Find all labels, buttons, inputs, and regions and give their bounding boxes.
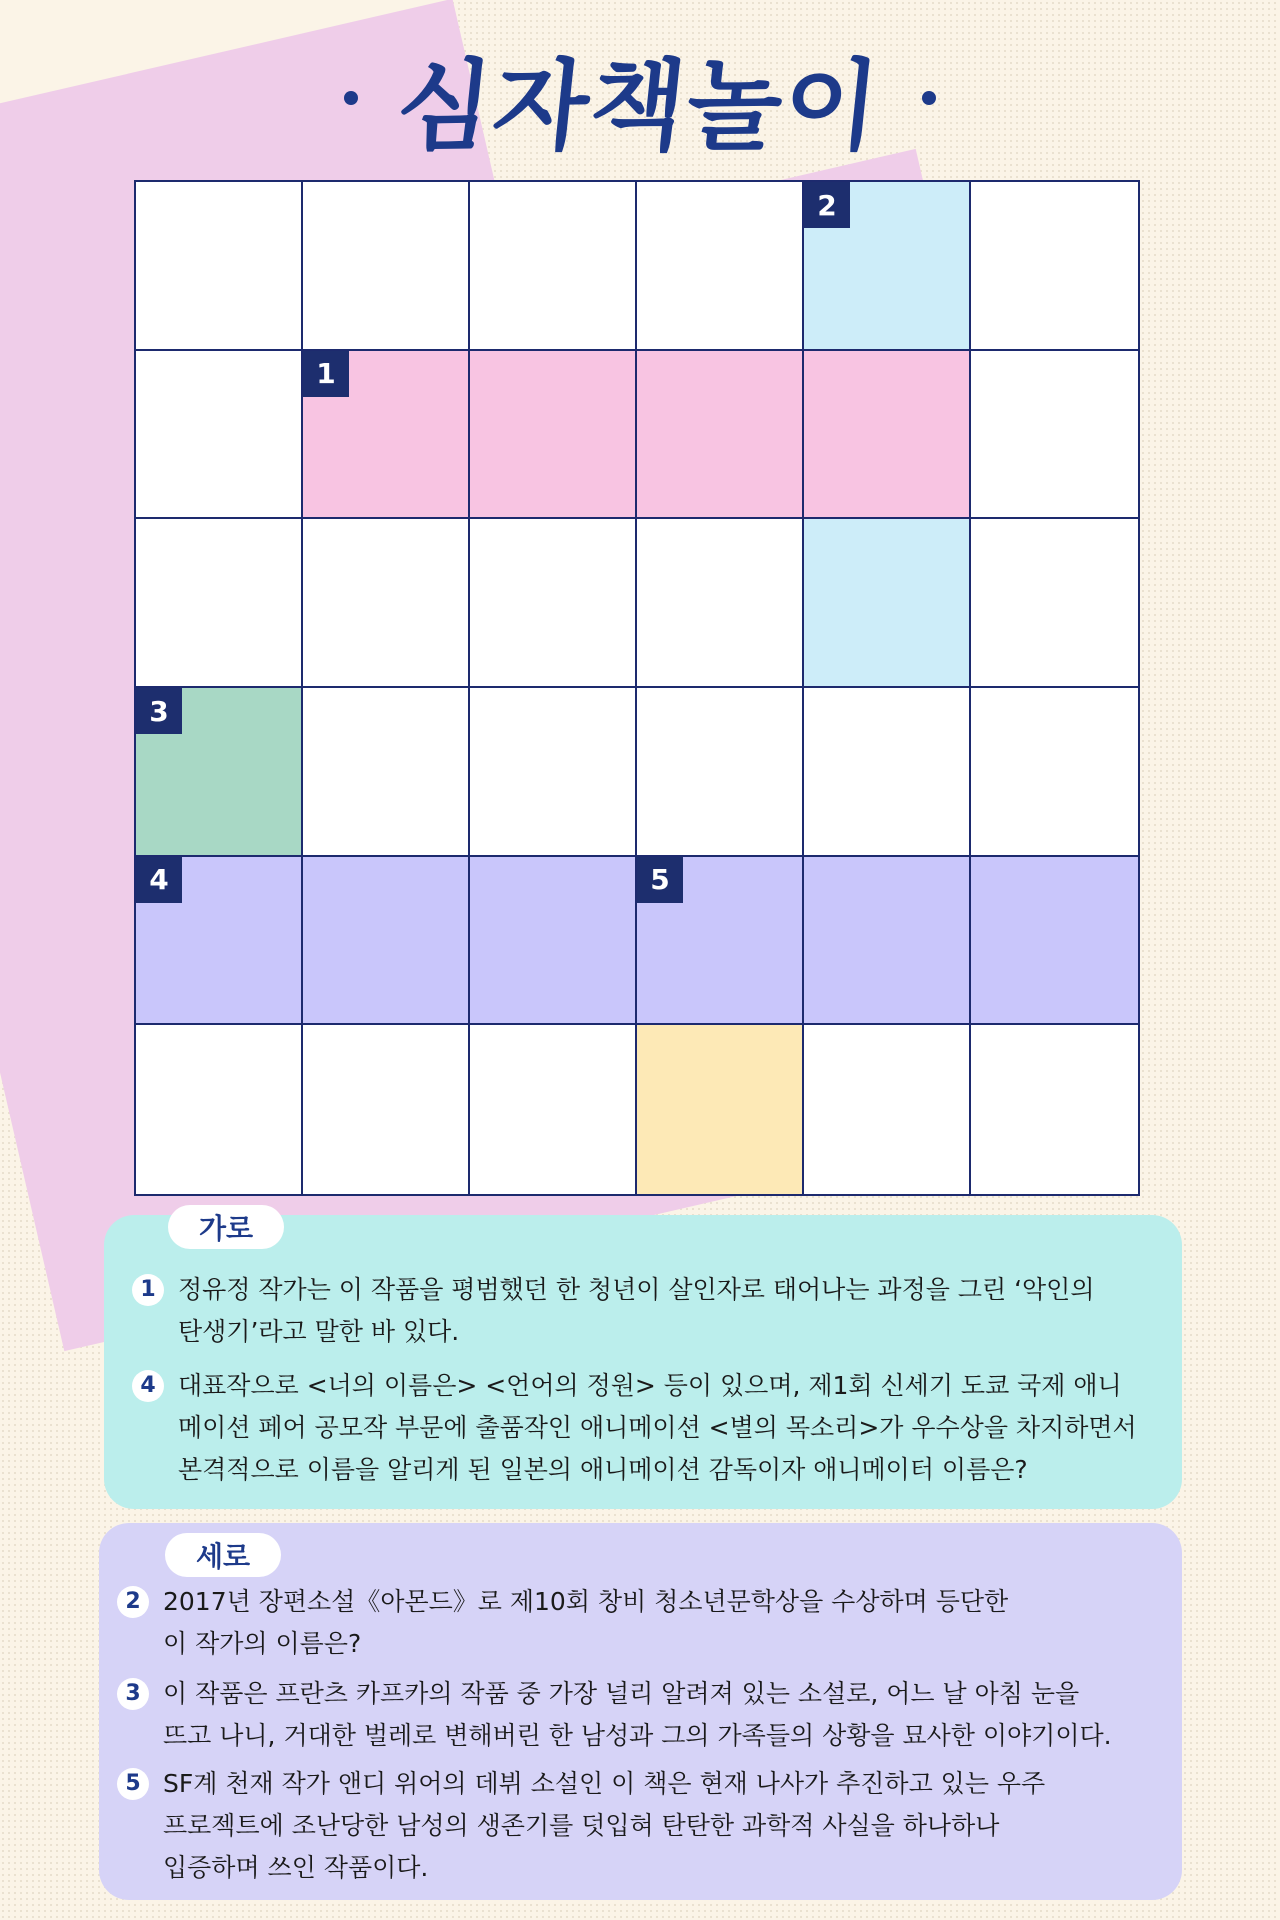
title-dot-left <box>344 91 358 105</box>
grid-cell-r3c0[interactable] <box>136 688 303 857</box>
down-clue-2 <box>117 1581 1167 1665</box>
grid-cell-r4c4[interactable] <box>804 857 971 1026</box>
grid-cell-r0c5[interactable] <box>971 182 1138 351</box>
clue-number-badge: 4 <box>136 857 182 903</box>
grid-cell-r0c3[interactable] <box>637 182 804 351</box>
across-clues-panel <box>104 1212 1182 1509</box>
grid-cell-r5c2[interactable] <box>470 1025 637 1194</box>
grid-cell-r4c3[interactable] <box>637 857 804 1026</box>
clue-number-badge: 3 <box>136 688 182 734</box>
clue-number-badge: 1 <box>303 351 349 397</box>
title-text: 심자책놀이 <box>391 49 887 164</box>
grid-cell-r5c3[interactable] <box>637 1025 804 1194</box>
grid-cell-r3c5[interactable] <box>971 688 1138 857</box>
grid-cell-r2c3[interactable] <box>637 519 804 688</box>
grid-cell-r2c1[interactable] <box>303 519 470 688</box>
grid-cell-r3c1[interactable] <box>303 688 470 857</box>
down-clue-3 <box>117 1673 1167 1757</box>
grid-cell-r2c2[interactable] <box>470 519 637 688</box>
grid-cell-r2c5[interactable] <box>971 519 1138 688</box>
clue-number-badge: 2 <box>117 1586 149 1618</box>
clue-text: SF계 천재 작가 앤디 위어의 데뷔 소설인 이 책은 현재 나사가 추진하고 있는 우주 프로젝트에 조난당한 남성의 생존기를 덧입혀 탄탄한 과학적 사실을 하나하나 입증하며 쓰인 작품이다. <box>163 1769 1046 1882</box>
title-dot-right <box>922 91 936 105</box>
crossword-grid <box>134 180 1140 1196</box>
grid-cell-r2c0[interactable] <box>136 519 303 688</box>
clue-text: 대표작으로 <너의 이름은> <언어의 정원> 등이 있으며, 제1회 신세기 도쿄 국제 애니 메이션 페어 공모작 부문에 출품작인 애니메이션 <별의 목소리>가 우수상을 차지하면서 본격적으로 이름을 알리게 된 일본의 애니메이션 감독이자 애니메이터 이름은? <box>178 1371 1137 1484</box>
grid-cell-r3c2[interactable] <box>470 688 637 857</box>
clue-text: 2017년 장편소설《아몬드》로 제10회 창비 청소년문학상을 수상하며 등단한 이 작가의 이름은? <box>163 1587 1009 1658</box>
grid-cell-r3c4[interactable] <box>804 688 971 857</box>
across-label: 가로 <box>168 1205 284 1249</box>
grid-cell-r1c4[interactable] <box>804 351 971 520</box>
down-clue-5 <box>117 1763 1167 1889</box>
grid-cell-r1c3[interactable] <box>637 351 804 520</box>
grid-cell-r3c3[interactable] <box>637 688 804 857</box>
across-clue-4 <box>132 1365 1172 1491</box>
grid-cell-r1c2[interactable] <box>470 351 637 520</box>
clue-number-badge: 5 <box>637 857 683 903</box>
grid-cell-r1c0[interactable] <box>136 351 303 520</box>
down-label: 세로 <box>165 1533 281 1577</box>
across-clue-1 <box>132 1269 1172 1353</box>
grid-cell-r4c1[interactable] <box>303 857 470 1026</box>
grid-cell-r4c5[interactable] <box>971 857 1138 1026</box>
clue-number-badge: 5 <box>117 1768 149 1800</box>
clue-number-badge: 1 <box>132 1274 164 1306</box>
grid-cell-r2c4[interactable] <box>804 519 971 688</box>
clue-text: 이 작품은 프란츠 카프카의 작품 중 가장 널리 알려져 있는 소설로, 어느 날 아침 눈을 뜨고 나니, 거대한 벌레로 변해버린 한 남성과 그의 가족들의 상황을 묘사한 이야기이다. <box>163 1679 1112 1750</box>
grid-cell-r0c0[interactable] <box>136 182 303 351</box>
page-title <box>0 38 1280 164</box>
clue-text: 정유정 작가는 이 작품을 평범했던 한 청년이 살인자로 태어나는 과정을 그린 ‘악인의 탄생기’라고 말한 바 있다. <box>178 1275 1095 1346</box>
clue-number-badge: 2 <box>804 182 850 228</box>
grid-cell-r4c2[interactable] <box>470 857 637 1026</box>
grid-cell-r5c1[interactable] <box>303 1025 470 1194</box>
clue-number-badge: 3 <box>117 1678 149 1710</box>
grid-cell-r5c0[interactable] <box>136 1025 303 1194</box>
grid-cell-r1c5[interactable] <box>971 351 1138 520</box>
down-clues-panel <box>99 1523 1182 1900</box>
grid-cell-r4c0[interactable] <box>136 857 303 1026</box>
grid-cell-r5c4[interactable] <box>804 1025 971 1194</box>
grid-cell-r5c5[interactable] <box>971 1025 1138 1194</box>
grid-cell-r0c2[interactable] <box>470 182 637 351</box>
grid-cell-r0c4[interactable] <box>804 182 971 351</box>
grid-cell-r1c1[interactable] <box>303 351 470 520</box>
clue-number-badge: 4 <box>132 1370 164 1402</box>
grid-cell-r0c1[interactable] <box>303 182 470 351</box>
